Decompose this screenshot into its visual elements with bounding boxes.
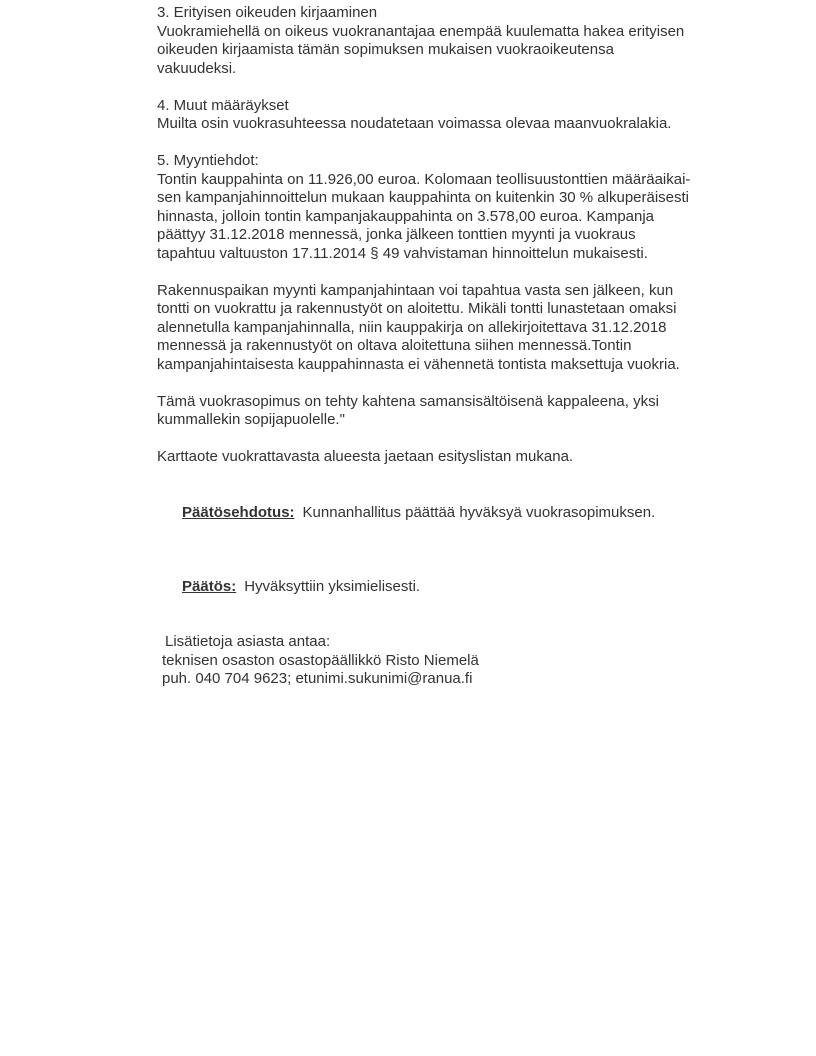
section-muut-maaraykset [157, 97, 777, 134]
text-line: kummallekin sopijapuolelle." [157, 411, 345, 428]
section-heading: 5. Myyntiehdot: [157, 152, 259, 169]
section-heading: 4. Muut määräykset [157, 96, 289, 114]
document-body [157, 4, 777, 689]
contact-info-block [157, 633, 777, 689]
text-line: vakuudeksi. [157, 59, 237, 77]
section-myyntiehdot [157, 152, 777, 263]
text-line: Vuokramiehellä on oikeus vuokranantajaa enempää kuulematta hakea erityisen [157, 22, 685, 40]
text-line: Tämä vuokrasopimus on tehty kahtena samansisältöisenä kappaleena, yksi [157, 392, 659, 410]
text-line: päättyy 31.12.2018 mennessä, jonka jälkeen tonttien myynti ja vuokraus [157, 226, 636, 243]
decision-proposal-label: Päätösehdotus: [182, 503, 295, 521]
decision-text: Hyväksyttiin yksimielisesti. [244, 577, 421, 595]
text-line: Rakennuspaikan myynti kampanjahintaan voi tapahtua vasta sen jälkeen, kun [157, 281, 674, 299]
decision-row [157, 559, 777, 615]
contact-phone-email-line: puh. 040 704 9623; etunimi.sukunimi@ranua.fi [162, 670, 473, 687]
decision-proposal-row [157, 485, 777, 541]
text-line: Tontin kauppahinta on 11.926,00 euroa. Kolomaan teollisuustonttien määräaikai- [157, 170, 691, 188]
text-line: alennetulla kampanjahinnalla, niin kauppakirja on allekirjoitettava 31.12.2018 [157, 318, 667, 336]
text-line: hinnasta, jolloin tontin kampanjakauppahinta on 3.578,00 euroa. Kampanja [157, 207, 655, 225]
contact-person-line: teknisen osaston osastopäällikkö Risto Niemelä [162, 651, 479, 669]
section-erityisen-oikeuden-kirjaaminen [157, 4, 777, 78]
contact-intro-line: Lisätietoja asiasta antaa: [165, 633, 331, 650]
text-line: tontti on vuokrattu ja rakennustyöt on aloitettu. Mikäli tontti lunastetaan omaksi [157, 300, 677, 317]
section-heading: 3. Erityisen oikeuden kirjaaminen [157, 4, 378, 21]
decision-label: Päätös: [182, 577, 237, 595]
text-line: kampanjahintaisesta kauppahinnasta ei vähennetä tontista maksettuja vuokria. [157, 355, 680, 373]
text-line: mennessä ja rakennustyöt on oltava aloitettuna siihen mennessä.Tontin [157, 337, 632, 354]
text-line: Karttaote vuokrattavasta alueesta jaetaan esityslistan mukana. [157, 448, 574, 465]
text-line: oikeuden kirjaamista tämän sopimuksen mukaisen vuokraoikeutensa [157, 41, 614, 58]
section-sopimuskappaleet [157, 393, 777, 430]
decision-proposal-text: Kunnanhallitus päättää hyväksyä vuokrasopimuksen. [302, 503, 656, 521]
section-karttaote [157, 448, 777, 467]
section-rakennuspaikan-myynti [157, 282, 777, 375]
text-line: tapahtuu valtuuston 17.11.2014 § 49 vahvistaman hinnoittelun mukaisesti. [157, 244, 648, 262]
text-line: sen kampanjahinnoittelun mukaan kauppahinta on kuitenkin 30 % alkuperäisesti [157, 189, 690, 206]
text-line: Muilta osin vuokrasuhteessa noudatetaan voimassa olevaa maanvuokralakia. [157, 115, 672, 132]
